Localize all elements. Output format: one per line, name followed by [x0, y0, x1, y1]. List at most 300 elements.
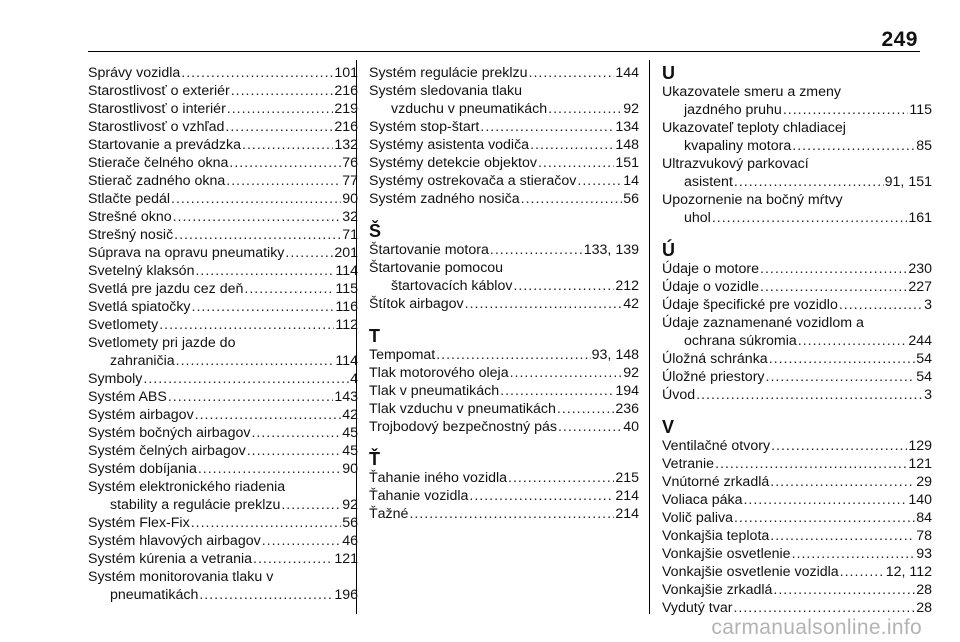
index-page-ref[interactable]: 77 — [342, 173, 358, 189]
index-entry-row — [662, 137, 932, 155]
dot-leader — [174, 226, 341, 244]
index-entry-row — [662, 437, 932, 455]
index-entry — [88, 316, 358, 334]
index-entry — [369, 259, 639, 295]
index-page-ref[interactable]: 101 — [334, 65, 358, 81]
index-page-ref[interactable]: 236 — [615, 401, 639, 417]
index-entry-row — [369, 505, 639, 523]
index-entry-row — [88, 388, 358, 406]
index-entry-row — [88, 442, 358, 460]
index-page-ref[interactable]: 194 — [615, 383, 639, 399]
index-page-ref[interactable]: 91, 151 — [884, 174, 932, 190]
index-page-ref[interactable]: 54 — [916, 369, 932, 385]
index-entry-row — [88, 316, 358, 334]
index-entry-row — [369, 100, 639, 118]
index-entry-term: Ventilačné otvory — [662, 438, 771, 454]
index-entry-row — [369, 172, 639, 190]
index-page-ref[interactable]: 84 — [916, 510, 932, 526]
dot-leader — [770, 527, 915, 545]
index-entry-row — [88, 190, 358, 208]
dot-leader — [436, 346, 590, 364]
index-entry-row — [88, 460, 358, 478]
index-entry — [662, 119, 932, 155]
index-page-ref[interactable]: 148 — [615, 137, 639, 153]
index-page-ref[interactable]: 71 — [342, 227, 358, 243]
index-entry — [369, 400, 639, 418]
dot-leader — [171, 190, 341, 208]
index-entry — [662, 83, 932, 119]
index-entry-term: Ťahanie vozidla — [369, 488, 469, 504]
header-rule — [88, 51, 920, 52]
index-entry — [662, 455, 932, 473]
dot-leader — [168, 388, 333, 406]
index-page-ref[interactable]: 114 — [335, 263, 358, 279]
index-entry-term: Systém bočných airbagov — [88, 425, 251, 441]
index-page-ref[interactable]: 116 — [335, 299, 358, 315]
dot-leader — [771, 437, 907, 455]
dot-leader — [176, 352, 335, 370]
index-entry-term: Vonkajšie osvetlenie vozidla — [662, 564, 839, 580]
index-page-ref[interactable]: 114 — [335, 353, 358, 369]
index-page-ref[interactable]: 121 — [908, 456, 932, 472]
dot-leader — [798, 332, 908, 350]
index-entry-term: Strešný nosič — [88, 227, 174, 243]
index-entry-term: Systém čelných airbagov — [88, 443, 246, 459]
watermark: carmanualsonline.info — [711, 616, 922, 639]
index-entry-text: Ukazovatele smeru a zmeny — [662, 84, 841, 100]
index-entry — [88, 136, 358, 154]
index-entry-row — [369, 136, 639, 154]
index-entry-term: Trojbodový bezpečnostný pás — [369, 419, 557, 435]
index-entry-term: Vnútorné zrkadlá — [662, 474, 770, 490]
index-entry-text: Systém monitorovania tlaku v — [88, 569, 274, 585]
index-page-ref[interactable]: 45 — [342, 425, 358, 441]
index-entry-term: Systém kúrenia a vetrania — [88, 551, 253, 567]
index-entry-term: ochrana súkromia — [684, 333, 797, 349]
index-entry-row — [88, 586, 358, 604]
dot-leader — [244, 280, 334, 298]
dot-leader — [521, 190, 623, 208]
index-entry-row — [662, 101, 932, 119]
index-page-ref[interactable]: 214 — [615, 506, 639, 522]
index-page-ref[interactable]: 45 — [342, 443, 358, 459]
index-entry-row — [88, 172, 358, 190]
index-entry-term: Starostlivosť o exteriér — [88, 83, 230, 99]
index-page-ref[interactable]: 78 — [916, 528, 932, 544]
index-entry — [88, 514, 358, 532]
index-entry-term: Svetelný klaksón — [88, 263, 195, 279]
index-entry — [88, 298, 358, 316]
index-page-ref[interactable]: 90 — [342, 191, 358, 207]
index-entry — [369, 64, 639, 82]
index-entry-term: Ťažné — [369, 506, 409, 522]
dot-leader — [227, 100, 334, 118]
dot-leader — [159, 316, 334, 334]
index-page-ref[interactable]: 161 — [908, 210, 932, 226]
index-entry-row — [369, 190, 639, 208]
index-page-ref[interactable]: 129 — [908, 438, 932, 454]
index-entry — [662, 350, 932, 368]
index-entry-term: Údaje špecifické pre vozidlo — [662, 297, 838, 313]
index-entry-term: Úložná schránka — [662, 351, 768, 367]
dot-leader — [557, 400, 614, 418]
index-page-ref[interactable]: 216 — [334, 119, 358, 135]
index-page-ref[interactable]: 90 — [342, 461, 358, 477]
dot-leader — [530, 136, 614, 154]
dot-leader — [229, 154, 341, 172]
dot-leader — [743, 491, 907, 509]
dot-leader — [262, 532, 342, 550]
dot-leader — [469, 487, 614, 505]
dot-leader — [465, 295, 623, 313]
index-entry-row — [369, 418, 639, 436]
index-entry-term: jazdného pruhu — [684, 102, 782, 118]
index-entry-row — [88, 352, 358, 370]
index-entry-term: uhol — [684, 210, 711, 226]
index-entry — [369, 487, 639, 505]
dot-leader — [529, 64, 615, 82]
index-entry-row — [88, 100, 358, 118]
index-entry — [369, 154, 639, 172]
index-entry-row — [662, 455, 932, 473]
index-entry — [88, 154, 358, 172]
index-page-ref[interactable]: 3 — [924, 387, 932, 403]
index-page-ref[interactable]: 42 — [342, 407, 358, 423]
index-entry — [369, 118, 639, 136]
index-page-ref[interactable]: 219 — [334, 101, 358, 117]
index-letter-heading: Ť — [369, 449, 380, 469]
dot-leader — [195, 262, 334, 280]
index-page-ref[interactable]: 40 — [623, 419, 639, 435]
index-entry-row — [369, 64, 639, 82]
index-entry-term: asistent — [684, 174, 733, 190]
dot-leader — [715, 455, 907, 473]
index-entry-row — [88, 262, 358, 280]
index-entry — [88, 388, 358, 406]
dot-leader — [281, 496, 341, 514]
index-entry — [88, 118, 358, 136]
index-entry — [662, 278, 932, 296]
index-entry — [88, 334, 358, 370]
index-page-ref[interactable]: 151 — [615, 155, 639, 171]
index-entry — [662, 563, 932, 581]
index-entry — [369, 190, 639, 208]
index-entry-text: Systém elektronického riadenia — [88, 479, 286, 495]
index-entry — [369, 382, 639, 400]
index-entry-row — [369, 382, 639, 400]
index-entry — [369, 364, 639, 382]
index-entry-term: Tempomat — [369, 347, 436, 363]
index-entry-text: Štartovanie pomocou — [369, 260, 504, 276]
index-entry-term: Štítok airbagov — [369, 296, 464, 312]
index-page-ref[interactable]: 115 — [335, 281, 358, 297]
index-page-ref[interactable]: 133, 139 — [583, 242, 639, 258]
dot-leader — [734, 173, 884, 191]
index-entry-term: Systémy detekcie objektov — [369, 155, 537, 171]
index-entry — [662, 386, 932, 404]
dot-leader — [510, 364, 623, 382]
index-entry-row — [88, 532, 358, 550]
index-entry — [88, 406, 358, 424]
index-entry-row — [369, 277, 639, 295]
dot-leader — [734, 509, 915, 527]
index-page-ref[interactable]: 144 — [615, 65, 639, 81]
index-entry-text: Systém sledovania tlaku — [369, 83, 522, 99]
index-entry-term: Voliaca páka — [662, 492, 743, 508]
column-divider — [649, 60, 650, 614]
dot-leader — [191, 514, 342, 532]
index-page-ref[interactable]: 212 — [615, 278, 639, 294]
index-entry-text: Upozornenie na bočný mŕtvy — [662, 192, 843, 208]
index-letter-heading: Š — [369, 221, 382, 241]
dot-leader — [198, 460, 341, 478]
index-letter-heading: Ú — [662, 240, 675, 260]
index-entry — [88, 568, 358, 604]
dot-leader — [480, 118, 614, 136]
dot-leader — [490, 241, 583, 259]
dot-leader — [409, 505, 614, 523]
index-page-ref[interactable]: 54 — [916, 351, 932, 367]
index-entry-row — [662, 545, 932, 563]
index-page-ref[interactable]: 244 — [908, 333, 932, 349]
index-entry-term: vzduchu v pneumatikách — [391, 101, 548, 117]
index-entry — [662, 155, 932, 191]
index-entry-term: Svetlomety — [88, 317, 159, 333]
index-entry-row — [88, 298, 358, 316]
index-page-ref[interactable]: 196 — [334, 587, 358, 603]
dot-leader — [760, 278, 907, 296]
index-entry — [369, 469, 639, 487]
index-entry-term: Systém regulácie preklzu — [369, 65, 528, 81]
dot-leader — [773, 581, 915, 599]
index-entry-text: Svetlomety pri jazde do — [88, 335, 236, 351]
index-entry-row — [369, 469, 639, 487]
index-page-ref[interactable]: 12, 112 — [885, 564, 932, 580]
index-page-ref[interactable]: 216 — [334, 83, 358, 99]
index-entry-term: Stlačte pedál — [88, 191, 171, 207]
index-entry-term: Údaje o motore — [662, 261, 759, 277]
dot-leader — [225, 118, 333, 136]
index-entry-row — [662, 563, 932, 581]
index-entry-term: Systémy ostrekovača a stieračov — [369, 173, 577, 189]
index-entry — [88, 64, 358, 82]
index-page-ref[interactable]: 132 — [334, 137, 358, 153]
index-entry-row — [662, 209, 932, 227]
index-page-ref[interactable]: 227 — [908, 279, 932, 295]
index-entry-row — [88, 226, 358, 244]
index-page-ref[interactable]: 201 — [334, 245, 358, 261]
index-page-ref[interactable]: 14 — [623, 173, 639, 189]
index-entry-term: Systém Flex-Fix — [88, 515, 190, 531]
index-page-ref[interactable]: 92 — [342, 497, 358, 513]
index-page-ref[interactable]: 28 — [916, 582, 932, 598]
index-entry-row — [662, 296, 932, 314]
index-entry-row — [88, 118, 358, 136]
index-entry-term: Vonkajšie osvetlenie — [662, 546, 791, 562]
index-entry-row — [369, 118, 639, 136]
dot-leader — [181, 64, 333, 82]
index-page-ref[interactable]: 230 — [908, 261, 932, 277]
index-page-ref[interactable]: 214 — [615, 488, 639, 504]
index-entry — [662, 509, 932, 527]
index-entry-term: Svetlá pre jazdu cez deň — [88, 281, 244, 297]
index-entry-term: Tlak v pneumatikách — [369, 383, 500, 399]
index-page-ref[interactable]: 85 — [916, 138, 932, 154]
index-page-ref[interactable]: 215 — [615, 470, 639, 486]
index-entry — [88, 172, 358, 190]
index-page-ref[interactable]: 92 — [623, 101, 639, 117]
index-entry-row — [88, 154, 358, 172]
index-entry — [88, 100, 358, 118]
index-entry-term: Starostlivosť o interiér — [88, 101, 226, 117]
dot-leader — [143, 370, 349, 388]
index-column-1 — [88, 64, 358, 604]
index-page-ref[interactable]: 112 — [335, 317, 358, 333]
index-entry — [88, 280, 358, 298]
index-entry — [88, 442, 358, 460]
index-page-ref[interactable]: 143 — [334, 389, 358, 405]
index-entry-term: Strešné okno — [88, 209, 172, 225]
dot-leader — [231, 82, 334, 100]
index-entry-term: Štartovanie motora — [369, 242, 489, 258]
index-entry-term: Stierače čelného okna — [88, 155, 229, 171]
dot-leader — [766, 368, 916, 386]
index-entry-row — [88, 550, 358, 568]
index-entry — [662, 599, 932, 617]
index-column-3 — [662, 64, 932, 617]
index-entry-term: Starostlivosť o vzhľad — [88, 119, 225, 135]
index-entry-row — [88, 370, 358, 388]
index-entry — [88, 370, 358, 388]
index-page-ref[interactable]: 42 — [623, 296, 639, 312]
index-page-ref[interactable]: 93 — [916, 546, 932, 562]
dot-leader — [226, 172, 341, 190]
index-entry — [369, 346, 639, 364]
index-entry-term: Systém ABS — [88, 389, 167, 405]
index-entry — [369, 136, 639, 154]
index-entry-row — [662, 350, 932, 368]
index-entry-row — [88, 244, 358, 262]
index-entry-row — [662, 473, 932, 491]
index-entry-term: Ťahanie iného vozidla — [369, 470, 508, 486]
index-entry-row — [88, 406, 358, 424]
dot-leader — [285, 244, 333, 262]
index-entry-row — [662, 527, 932, 545]
dot-leader — [760, 260, 907, 278]
index-page-ref[interactable]: 134 — [615, 119, 639, 135]
index-entry — [662, 545, 932, 563]
index-entry-row — [662, 332, 932, 350]
index-entry-term: Svetlá spiatočky — [88, 299, 191, 315]
dot-leader — [839, 296, 923, 314]
index-entry-row — [662, 368, 932, 386]
dot-leader — [500, 382, 614, 400]
index-entry — [88, 190, 358, 208]
index-entry — [88, 460, 358, 478]
index-entry-text: Údaje zaznamenané vozidlom a — [662, 315, 864, 331]
index-entry-term: Vonkajšia teplota — [662, 528, 770, 544]
index-entry-term: Tlak vzduchu v pneumatikách — [369, 401, 556, 417]
dot-leader — [712, 209, 908, 227]
index-entry-term: stability a regulácie preklzu — [110, 497, 281, 513]
index-page-ref[interactable]: 56 — [623, 191, 639, 207]
index-entry — [88, 226, 358, 244]
index-entry-row — [88, 82, 358, 100]
index-entry-row — [662, 581, 932, 599]
dot-leader — [195, 406, 342, 424]
index-entry-row — [662, 509, 932, 527]
index-page-ref[interactable]: 93, 148 — [591, 347, 639, 363]
index-page-ref[interactable]: 56 — [342, 515, 358, 531]
index-entry — [369, 82, 639, 118]
index-entry — [662, 473, 932, 491]
index-page-ref[interactable]: 32 — [342, 209, 358, 225]
index-entry-row — [662, 491, 932, 509]
index-entry-row — [662, 278, 932, 296]
index-entry-term: Tlak motorového oleja — [369, 365, 509, 381]
index-page-ref[interactable]: 4 — [350, 371, 358, 387]
index-entry-row — [662, 599, 932, 617]
index-column-2 — [369, 64, 639, 523]
dot-leader — [173, 208, 342, 226]
dot-leader — [251, 424, 341, 442]
index-entry-row — [369, 364, 639, 382]
index-entry — [662, 260, 932, 278]
index-entry-text: Ukazovateľ teploty chladiacej — [662, 120, 846, 136]
index-entry-row — [662, 386, 932, 404]
index-entry — [88, 244, 358, 262]
index-entry-term: kvapaliny motora — [684, 138, 792, 154]
index-entry-row — [88, 136, 358, 154]
index-page-ref[interactable]: 140 — [908, 492, 932, 508]
index-entry-term: Systém dobíjania — [88, 461, 197, 477]
index-entry-term: Stierač zadného okna — [88, 173, 226, 189]
dot-leader — [769, 350, 916, 368]
index-page-ref[interactable]: 115 — [909, 102, 932, 118]
index-page-ref[interactable]: 3 — [924, 297, 932, 313]
index-page-ref[interactable]: 46 — [342, 533, 358, 549]
index-page-ref[interactable]: 28 — [916, 600, 932, 616]
index-entry — [88, 532, 358, 550]
index-entry — [88, 424, 358, 442]
dot-leader — [538, 154, 614, 172]
index-entry — [369, 295, 639, 313]
index-entry-term: Správy vozidla — [88, 65, 181, 81]
dot-leader — [577, 172, 622, 190]
index-entry — [662, 314, 932, 350]
dot-leader — [792, 137, 915, 155]
index-entry-term: pneumatikách — [110, 587, 199, 603]
dot-leader — [242, 136, 333, 154]
index-entry — [662, 581, 932, 599]
index-entry-term: Súprava na opravu pneumatiky — [88, 245, 285, 261]
index-entry-term: Údaje o vozidle — [662, 279, 760, 295]
index-entry — [662, 191, 932, 227]
index-entry-row — [88, 514, 358, 532]
index-page-ref[interactable]: 29 — [916, 474, 932, 490]
dot-leader — [696, 386, 923, 404]
index-entry-row — [369, 487, 639, 505]
index-letter-heading: T — [369, 326, 380, 346]
index-page-ref[interactable]: 92 — [623, 365, 639, 381]
index-entry — [662, 296, 932, 314]
index-entry-term: Úložné priestory — [662, 369, 765, 385]
index-entry — [369, 172, 639, 190]
index-page-ref[interactable]: 121 — [334, 551, 358, 567]
index-page-ref[interactable]: 76 — [342, 155, 358, 171]
index-entry-row — [88, 496, 358, 514]
index-entry-term: zahraničia — [110, 353, 175, 369]
